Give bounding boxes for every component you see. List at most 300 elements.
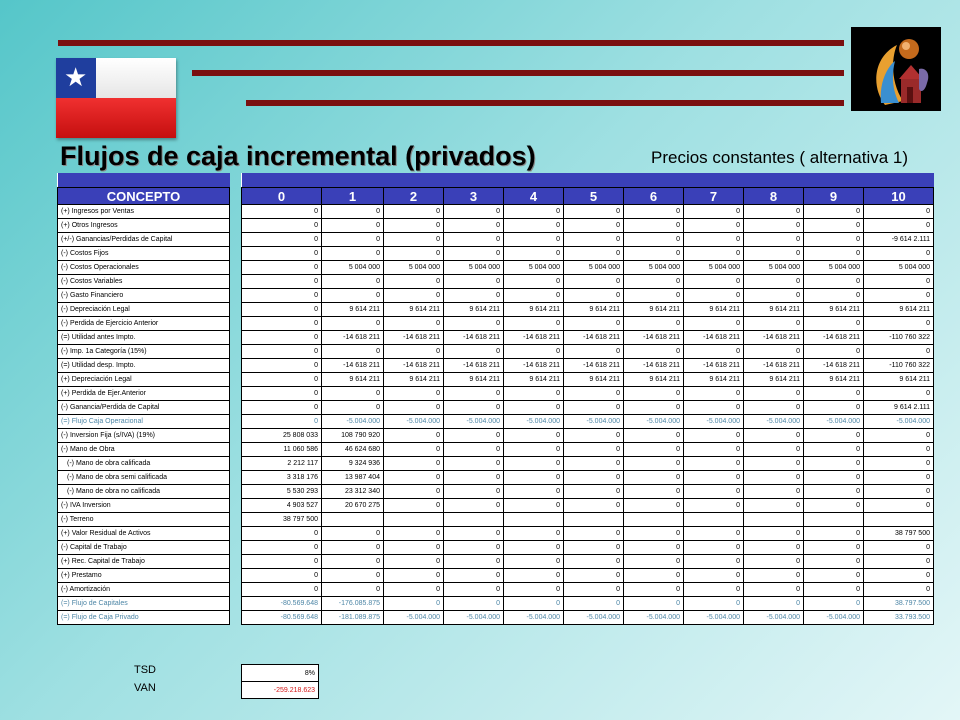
cell-value: 0 [804,485,864,499]
cell-value: 9 614 211 [804,303,864,317]
cell-value [384,513,444,527]
table-row [242,583,934,597]
cell-value: 0 [684,485,744,499]
cell-value: 0 [804,471,864,485]
cell-value: 11 060 586 [242,443,322,457]
cell-value: 0 [384,499,444,513]
cell-value: 0 [804,429,864,443]
cell-value: 0 [242,205,322,219]
cell-value: 0 [242,387,322,401]
cell-value: 9 614 2.111 [864,401,934,415]
table-row [58,457,230,471]
cell-value: 0 [804,233,864,247]
cell-value: 0 [322,583,384,597]
cell-value: 9 614 211 [444,303,504,317]
cell-value: 0 [384,597,444,611]
cell-value: 0 [684,471,744,485]
table-row [242,415,934,429]
cell-value: 0 [322,541,384,555]
table-row [58,275,230,289]
cell-value: 0 [504,541,564,555]
cell-value: 0 [504,233,564,247]
table-row [242,611,934,625]
cell-value: 0 [242,233,322,247]
cell-value: 0 [744,583,804,597]
cell-value: 0 [384,219,444,233]
cell-value: 0 [504,317,564,331]
cell-value: 0 [864,485,934,499]
cell-value: 0 [504,429,564,443]
cell-value: 0 [864,387,934,401]
cell-value: 9 614 211 [504,303,564,317]
cell-value: 0 [684,387,744,401]
table-row [242,471,934,485]
row-label: (=) Flujo de Caja Privado [58,611,230,625]
cell-value: 0 [564,317,624,331]
cell-value: 0 [684,555,744,569]
cell-value: 0 [744,387,804,401]
cell-value: 0 [684,345,744,359]
cell-value: 0 [384,555,444,569]
cell-value: -14 618 211 [322,359,384,373]
row-label: (+) Prestamo [58,569,230,583]
cell-value: 0 [384,233,444,247]
table-row [58,359,230,373]
cell-value: 0 [242,289,322,303]
cell-value: 0 [322,289,384,303]
cell-value: 5 004 000 [504,261,564,275]
cell-value: 5 004 000 [624,261,684,275]
cell-value: 0 [322,569,384,583]
row-label: (=) Flujo de Capitales [58,597,230,611]
cell-value: 0 [864,219,934,233]
cell-value: 0 [242,247,322,261]
cell-value: 0 [564,471,624,485]
cell-value: 0 [864,345,934,359]
cell-value: 0 [242,583,322,597]
table-row [58,429,230,443]
concept-header: CONCEPTO [58,188,230,205]
cell-value: 0 [564,205,624,219]
cell-value: 0 [804,597,864,611]
cell-value: -5.004.000 [864,415,934,429]
row-label: (-) Terreno [58,513,230,527]
year-header-3: 3 [444,188,504,205]
cell-value: 0 [504,205,564,219]
cell-value: 0 [504,471,564,485]
cell-value: 0 [504,555,564,569]
cell-value: -14 618 211 [744,359,804,373]
cell-value: 0 [624,457,684,471]
row-label: (-) Mano de obra calificada [58,457,230,471]
cell-value [804,513,864,527]
cell-value: 0 [322,219,384,233]
table-row [58,289,230,303]
table-row [58,555,230,569]
cell-value: -110 760 322 [864,359,934,373]
table-row [242,345,934,359]
table-row [242,513,934,527]
cell-value: 9 614 211 [684,373,744,387]
row-label: (=) Utilidad desp. Impto. [58,359,230,373]
cell-value: 0 [864,583,934,597]
cell-value: 0 [804,345,864,359]
cell-value: 0 [804,527,864,541]
cell-value: 0 [744,471,804,485]
cell-value: 0 [504,345,564,359]
cell-value: -80.569.648 [242,597,322,611]
cell-value: 0 [242,541,322,555]
cell-value: 0 [864,275,934,289]
table-row [58,527,230,541]
table-row [58,219,230,233]
table-row [242,401,934,415]
cell-value: -14 618 211 [504,331,564,345]
cell-value: 0 [564,457,624,471]
cell-value: 5 004 000 [684,261,744,275]
cell-value: 0 [744,205,804,219]
cell-value [744,513,804,527]
cell-value: 0 [624,569,684,583]
table-row [58,499,230,513]
cell-value: 0 [804,541,864,555]
cell-value: -14 618 211 [624,359,684,373]
cell-value: 0 [322,401,384,415]
table-row [242,387,934,401]
cell-value: -5.004.000 [684,611,744,625]
cell-value: -14 618 211 [624,331,684,345]
cell-value: 0 [504,275,564,289]
cell-value: 0 [504,219,564,233]
table-row [58,541,230,555]
cell-value: 0 [864,205,934,219]
row-label: (-) Costos Operacionales [58,261,230,275]
cell-value: 0 [864,499,934,513]
cell-value: 0 [444,527,504,541]
row-label: (-) IVA Inversion [58,499,230,513]
cell-value: 0 [744,499,804,513]
cell-value: 9 614 211 [684,303,744,317]
year-header-2: 2 [384,188,444,205]
cell-value: 0 [322,205,384,219]
table-row [58,415,230,429]
cell-value: 5 004 000 [322,261,384,275]
table-row [58,569,230,583]
cell-value: 0 [564,443,624,457]
cell-value: -110 760 322 [864,331,934,345]
cell-value: 9 614 211 [624,303,684,317]
cell-value: 0 [444,401,504,415]
table-row [242,233,934,247]
cell-value: 0 [504,569,564,583]
cell-value: 0 [744,401,804,415]
table-row [58,401,230,415]
cell-value: -14 618 211 [804,359,864,373]
table-row [242,317,934,331]
cell-value: 0 [444,275,504,289]
cell-value: 9 614 211 [864,303,934,317]
cell-value: -5.004.000 [624,415,684,429]
table-row [242,261,934,275]
cell-value: 0 [624,429,684,443]
table-row [242,429,934,443]
cell-value: 0 [242,415,322,429]
table-row [242,331,934,345]
cell-value: 0 [444,387,504,401]
cell-value: 9 614 211 [384,373,444,387]
cell-value: -5.004.000 [624,611,684,625]
cell-value: 0 [504,247,564,261]
cell-value: 0 [684,527,744,541]
cell-value: 9 614 211 [322,373,384,387]
cell-value: 0 [384,583,444,597]
cell-value: -5.004.000 [504,415,564,429]
table-row [58,331,230,345]
cell-value: 0 [624,275,684,289]
cell-value: -5.004.000 [564,415,624,429]
cell-value: 0 [242,359,322,373]
cell-value: 13 987 404 [322,471,384,485]
cell-value: -80.569.648 [242,611,322,625]
cell-value: 9 324 936 [322,457,384,471]
cell-value: 0 [242,317,322,331]
cell-value: -5.004.000 [564,611,624,625]
table-row [242,527,934,541]
cell-value: 9 614 211 [744,373,804,387]
cell-value: 0 [684,289,744,303]
table-row [58,303,230,317]
cell-value: 0 [744,317,804,331]
cell-value: 0 [684,597,744,611]
cell-value: 0 [624,485,684,499]
chile-flag-icon [56,58,176,138]
cell-value: 5 004 000 [744,261,804,275]
cell-value: -14 618 211 [384,331,444,345]
row-label: (-) Amortización [58,583,230,597]
row-label: (+) Ingresos por Ventas [58,205,230,219]
cell-value: 0 [564,289,624,303]
cell-value: 0 [242,331,322,345]
cell-value: 0 [322,247,384,261]
cell-value [504,513,564,527]
cell-value: -14 618 211 [564,359,624,373]
cell-value: 0 [804,499,864,513]
cell-value: 0 [384,471,444,485]
row-label: (-) Imp. 1a Categoría (15%) [58,345,230,359]
row-label: (+) Rec. Capital de Trabajo [58,555,230,569]
cell-value: 0 [322,317,384,331]
cell-value: 23 312 340 [322,485,384,499]
cell-value: 0 [242,569,322,583]
cell-value: 0 [384,247,444,261]
cell-value: 0 [624,233,684,247]
cell-value [444,513,504,527]
cell-value: 0 [322,233,384,247]
cell-value: 0 [564,401,624,415]
cell-value: 9 614 211 [384,303,444,317]
cell-value: 0 [684,429,744,443]
cell-value: 5 530 293 [242,485,322,499]
cell-value: 0 [624,597,684,611]
cell-value: 3 318 176 [242,471,322,485]
cell-value: 0 [624,555,684,569]
cell-value: 0 [384,387,444,401]
cell-value: -9 614 2.111 [864,233,934,247]
cell-value: 0 [504,289,564,303]
cell-value: 9 614 211 [864,373,934,387]
cell-value: 0 [744,443,804,457]
cell-value: 0 [384,527,444,541]
row-label: (+) Depreciación Legal [58,373,230,387]
row-label: (-) Ganancia/Perdida de Capital [58,401,230,415]
table-row [242,485,934,499]
cell-value: 38 797 500 [864,527,934,541]
cell-value: 0 [384,345,444,359]
cell-value: 0 [684,541,744,555]
cell-value: 9 614 211 [564,303,624,317]
cell-value: 0 [504,443,564,457]
cell-value: 0 [624,247,684,261]
table-row [242,359,934,373]
cell-value: 46 624 680 [322,443,384,457]
cell-value: 0 [242,401,322,415]
cell-value: -14 618 211 [744,331,804,345]
cell-value: 0 [564,597,624,611]
row-label: (-) Inversion Fija (s/IVA) (19%) [58,429,230,443]
cell-value: 0 [444,219,504,233]
cell-value: 9 614 211 [444,373,504,387]
cell-value: 0 [504,401,564,415]
cell-value: 0 [444,457,504,471]
cell-value: -14 618 211 [384,359,444,373]
cell-value: 0 [624,471,684,485]
cell-value: 0 [322,387,384,401]
cell-value: 9 614 211 [504,373,564,387]
cell-value: 0 [744,597,804,611]
cell-value: 0 [564,429,624,443]
cell-value: 0 [564,569,624,583]
row-label: (-) Gasto Financiero [58,289,230,303]
table-row [242,373,934,387]
cell-value: 0 [444,443,504,457]
table-row [58,345,230,359]
cell-value: 9 614 211 [744,303,804,317]
cell-value: 0 [384,205,444,219]
cell-value: 108 790 920 [322,429,384,443]
cell-value: 0 [624,527,684,541]
cell-value: 38 797 500 [242,513,322,527]
cell-value: 5 004 000 [444,261,504,275]
cell-value: 0 [444,583,504,597]
cell-value: 0 [504,583,564,597]
table-row [242,555,934,569]
cell-value: 20 670 275 [322,499,384,513]
cell-value: 0 [242,219,322,233]
cell-value: 0 [804,275,864,289]
cell-value: 0 [242,345,322,359]
cell-value: 0 [504,485,564,499]
cell-value: 0 [242,555,322,569]
cell-value: 5 004 000 [564,261,624,275]
cell-value: 0 [804,247,864,261]
cell-value: 0 [444,569,504,583]
tsd-label: TSD [134,664,156,676]
cell-value: -5.004.000 [804,611,864,625]
table-row [58,513,230,527]
year-header-4: 4 [504,188,564,205]
year-header-0: 0 [242,188,322,205]
cell-value: 0 [564,527,624,541]
cell-value: 0 [444,471,504,485]
cell-value: 0 [564,485,624,499]
cell-value: -181.089.875 [322,611,384,625]
cell-value: 0 [744,219,804,233]
cell-value: 0 [804,457,864,471]
cell-value: 0 [684,499,744,513]
cell-value: 0 [744,457,804,471]
row-label: (-) Costos Fijos [58,247,230,261]
cell-value: 0 [444,317,504,331]
cell-value: 0 [564,233,624,247]
cell-value: 0 [864,569,934,583]
cell-value: 0 [744,569,804,583]
cell-value: -5.004.000 [384,611,444,625]
cell-value: 0 [684,569,744,583]
row-label: (+) Otros Ingresos [58,219,230,233]
cell-value: 0 [384,443,444,457]
row-label: (-) Costos Variables [58,275,230,289]
cell-value: 0 [242,275,322,289]
torch-logo-icon [851,27,941,111]
table-row [58,443,230,457]
cell-value: 0 [744,345,804,359]
cell-value: 0 [864,471,934,485]
table-row [242,443,934,457]
decorative-bar-top [58,40,844,46]
row-label: (-) Perdida de Ejercicio Anterior [58,317,230,331]
cell-value: 0 [444,541,504,555]
cell-value: -14 618 211 [444,359,504,373]
cell-value: 0 [864,541,934,555]
cell-value: 0 [684,457,744,471]
cell-value: 0 [684,247,744,261]
cell-value: 0 [804,387,864,401]
cell-value: 0 [684,219,744,233]
row-label: (-) Depreciación Legal [58,303,230,317]
cell-value: 0 [624,541,684,555]
cell-value: 0 [384,275,444,289]
cell-value: 0 [744,527,804,541]
cell-value: 0 [624,583,684,597]
cell-value: 0 [624,219,684,233]
cell-value: 0 [804,569,864,583]
cell-value: 0 [624,205,684,219]
cell-value: -5.004.000 [744,415,804,429]
cell-value: 0 [322,275,384,289]
cell-value: 0 [804,289,864,303]
cell-value: 0 [744,247,804,261]
cell-value: -5.004.000 [744,611,804,625]
cell-value: -5.004.000 [444,611,504,625]
decorative-bar-bottom [246,100,844,106]
cell-value: -5.004.000 [804,415,864,429]
cell-value: 0 [744,275,804,289]
cell-value: 0 [864,429,934,443]
cashflow-table [241,173,934,625]
concept-table [57,173,230,625]
cell-value: 38.797.500 [864,597,934,611]
cell-value: 0 [384,429,444,443]
